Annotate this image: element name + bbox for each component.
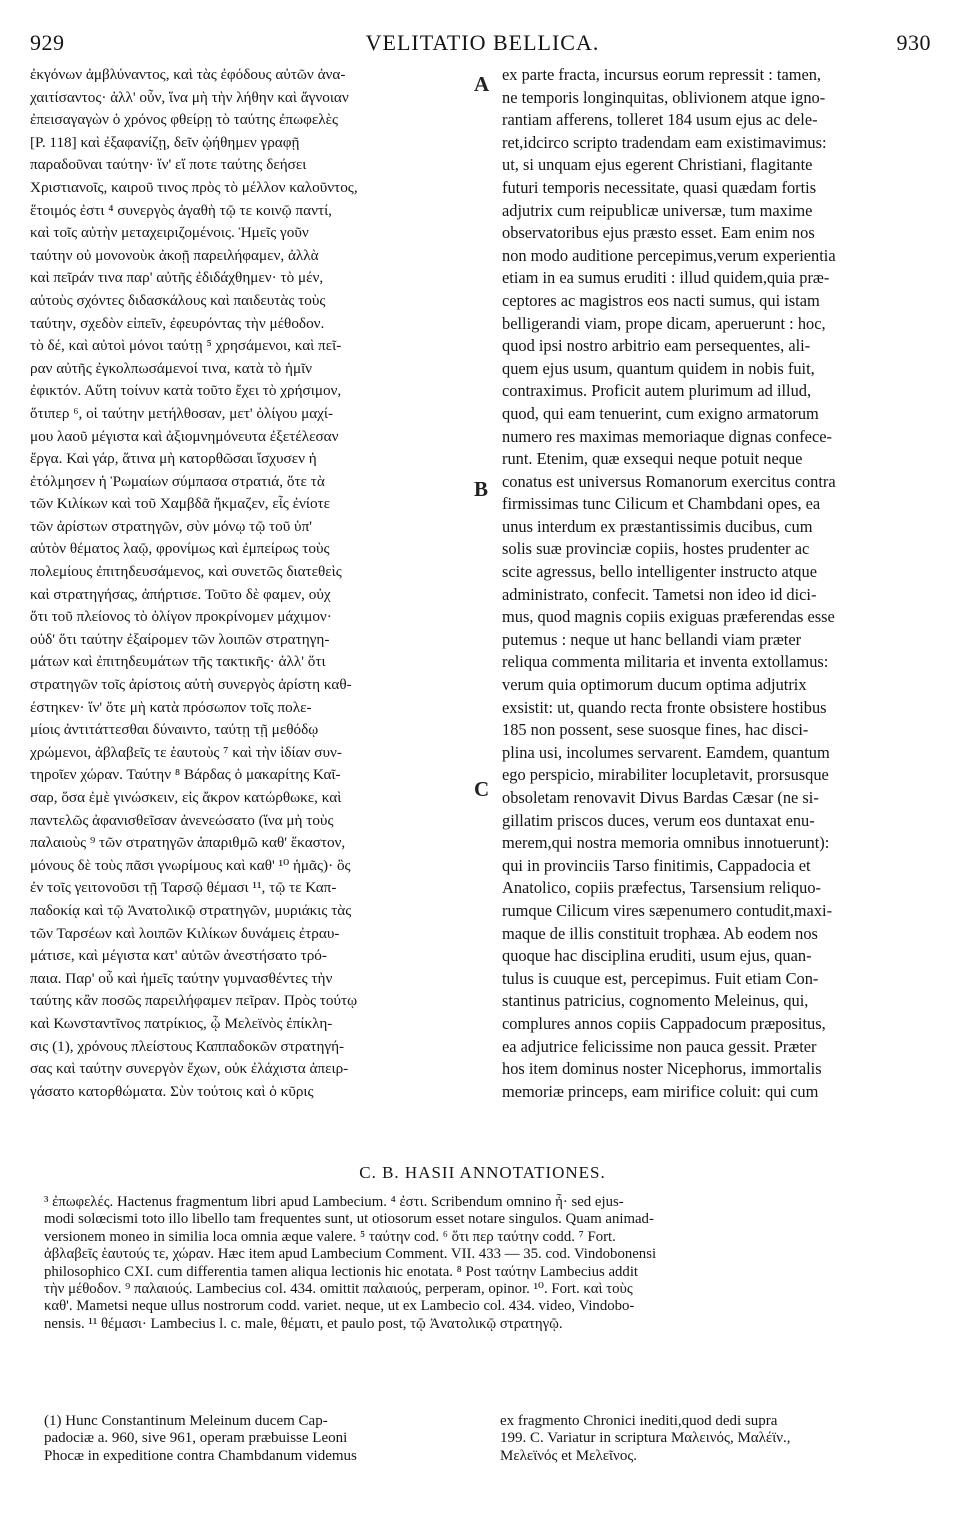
greek-text-line: μάτισε, καὶ μέγιστα κατ' αὐτῶν ἀνεστήσατο τρό- bbox=[30, 947, 327, 965]
latin-text-line: conatus est universus Romanorum exercitus contra bbox=[502, 471, 836, 491]
greek-text-line: παδοκίᾳ καὶ τῷ Ἀνατολικῷ στρατηγῶν, μυριάκις τὰς bbox=[30, 901, 352, 919]
greek-text-line: καὶ Κωνσταντῖνος πατρίκιος, ᾧ Μελεϊνὸς ἐπίκλη- bbox=[30, 1014, 333, 1032]
annotation-line: nensis. ¹¹ θέμασι· Lambecius l. c. male, θέματι, et paulo post, τῷ Ἀνατολικῷ στρατηγῷ. bbox=[44, 1315, 563, 1332]
annotation-line: modi solœcismi toto illo libello tam frequentes sunt, ut otiosorum esset notare singulos. Quam animad- bbox=[44, 1211, 654, 1228]
greek-text-line: ἐπεισαγαγὼν ὁ χρόνος φθείρῃ τὸ ταύτης ἐπωφελὲς bbox=[30, 111, 338, 129]
footnote-line: padociæ a. 960, sive 961, operam præbuisse Leoni bbox=[44, 1430, 348, 1447]
greek-text-line: μου λαοῦ μέγιστα καὶ ἀξιομνημόνευτα ἐξετέλεσαν bbox=[30, 427, 339, 445]
greek-text-line: ἐφικτόν. Αὕτη τοίνυν κατὰ τοῦτο ἔχει τὸ χρήσιμον, bbox=[30, 382, 342, 400]
latin-text-line: verum quia optimorum ducum optima adjutrix bbox=[502, 675, 807, 695]
latin-text-line: belligerandi viam, prope dicam, aperuerunt : hoc, bbox=[502, 313, 826, 333]
greek-text-line: ταύτην οὐ μονονοὺκ ἀκοῇ παρειλήφαμεν, ἀλλὰ bbox=[30, 246, 319, 264]
footnote-line: (1) Hunc Constantinum Meleinum ducem Cap- bbox=[44, 1413, 328, 1429]
greek-text-line: ἕτοιμός ἐστι ⁴ συνεργὸς ἀγαθὴ τῷ τε κοινῷ παντί, bbox=[30, 201, 332, 219]
greek-text-line: σαρ, ὅσα ἐμὲ γινώσκειν, εἰς ἄκρον κατώρθωκε, καὶ bbox=[30, 789, 342, 806]
greek-text-line: στρατηγῶν τοῖς ἀρίστοις αὐτὴ συνεργὸς ἀρίστη καθ- bbox=[30, 676, 352, 694]
greek-text-line: σας καὶ ταύτην συνεργὸν ἔχων, οὐκ ἐλάχιστα ἀπειρ- bbox=[30, 1060, 349, 1078]
footnote-right-column bbox=[500, 1413, 940, 1465]
annotation-line: καθ'. Mametsi neque ullus nostrorum codd. variet. neque, ut ex Lambecio col. 434. video, Vindobo- bbox=[44, 1298, 635, 1315]
greek-text-line: ἐν τοῖς γειτονοῦσι τῇ Ταρσῷ θέμασι ¹¹, τῷ τε Καπ- bbox=[30, 879, 337, 897]
latin-text-line: stantinus patricius, cognomento Meleinus, qui, bbox=[502, 991, 809, 1011]
latin-text-line: reliqua commenta militaria et inventa extollamus: bbox=[502, 652, 829, 672]
latin-text-line: runt. Etenim, quæ exsequi neque potuit neque bbox=[502, 449, 803, 469]
annotation-line: τὴν μέθοδον. ⁹ παλαιούς. Lambecius col. 434. omittit παλαιούς, perperam, opinor. ¹⁰. Fort. καὶ τοὺς bbox=[44, 1280, 633, 1297]
latin-text-line: quod, qui eam tenuerint, cum exigno armatorum bbox=[502, 403, 819, 423]
greek-text-line: καὶ πεῖράν τινα παρ' αὐτῆς ἐδιδάχθημεν· τὸ μέν, bbox=[30, 269, 324, 287]
greek-text-line: ραν αὐτῆς ἐγκολπωσάμενοί τινα, κατὰ τὸ ἡμῖν bbox=[30, 359, 313, 377]
greek-text-line: παια. Παρ' οὗ καὶ ἡμεῖς ταύτην γυμνασθέντες τὴν bbox=[30, 969, 333, 987]
greek-text-line: γάσατο κατορθώματα. Σὺν τούτοις καὶ ὁ κῦρις bbox=[30, 1082, 314, 1100]
latin-text-line: hos item dominus noster Nicephorus, immortalis bbox=[502, 1059, 822, 1079]
greek-text-line: ἐτόλμησεν ἡ Ῥωμαίων σύμπασα στρατιά, ὅτε τὰ bbox=[30, 472, 325, 490]
greek-text-line: ταύτην, σχεδὸν εἰπεῖν, ἐφευρόντας τὴν μέθοδον. bbox=[30, 314, 325, 332]
greek-text-line: παντελῶς ἀφανισθεῖσαν ἀνενεώσατο (ἵνα μὴ τοὺς bbox=[30, 811, 334, 829]
footnote-line: 199. C. Variatur in scriptura Μαλεινός, Μαλέϊν., bbox=[500, 1430, 791, 1447]
footnote-line: ex fragmento Chronici inediti,quod dedi supra bbox=[500, 1413, 778, 1429]
latin-text-line: quoque hac disciplina eruditi, usum ejus, quan- bbox=[502, 946, 812, 966]
latin-text-line: contraximus. Proficit autem plurimum ad illud, bbox=[502, 381, 812, 401]
latin-text-column bbox=[502, 64, 938, 1103]
latin-text-line: 185 non possent, sese suosque fines, hac disci- bbox=[502, 720, 809, 740]
greek-text-line: τηροῖεν χώραν. Ταύτην ⁸ Βάρδας ὁ μακαρίτης Καῖ- bbox=[30, 766, 341, 784]
latin-text-line: observatoribus ejus præsto esset. Eam enim nos bbox=[502, 223, 815, 243]
footnote-left-column bbox=[44, 1413, 476, 1465]
greek-text-line: τὸ δέ, καὶ αὐτοὶ μόνοι ταύτῃ ⁵ χρησάμενοι, καὶ πεῖ- bbox=[30, 337, 342, 355]
greek-text-line: χρώμενοι, ἀβλαβεῖς τε ἑαυτοὺς ⁷ καὶ τὴν ἰδίαν συν- bbox=[30, 743, 342, 761]
greek-text-line: τῶν Ταρσέων καὶ λοιπῶν Κιλίκων δυνάμεις ἐτραυ- bbox=[30, 924, 340, 942]
latin-text-line: rumque Cilicum vires sæpenumero contudit,maxi- bbox=[502, 900, 833, 920]
latin-text-line: tulus is cuuque est, percepimus. Fuit etiam Con- bbox=[502, 968, 819, 988]
latin-text-line: adjutrix cum reipublicæ universæ, tum maxime bbox=[502, 200, 813, 220]
greek-text-line: χαιτίσαντος· ἀλλ' οὖν, ἵνα μὴ τὴν λήθην καὶ ἄγνοιαν bbox=[30, 88, 349, 106]
latin-text-line: firmissimas tunc Cilicum et Chambdani opes, ea bbox=[502, 494, 821, 514]
greek-text-line: ἐκγόνων ἀμβλύναντος, καὶ τὰς ἐφόδους αὐτῶν ἀνα- bbox=[30, 66, 346, 83]
page-number-right: 930 bbox=[896, 30, 931, 55]
greek-text-line: οὐδ' ὅτι ταύτην ἐξαίρομεν τῶν λοιπῶν στρατηγη- bbox=[30, 630, 330, 648]
latin-text-line: putemus : neque ut hanc bellandi viam præter bbox=[502, 629, 802, 649]
section-marker-c: C bbox=[474, 777, 490, 801]
greek-text-line: τῶν ἀρίστων στρατηγῶν, σὺν μόνῳ τῷ τοῦ ὑπ' bbox=[30, 517, 312, 535]
latin-text-line: obsoletam renovavit Divus Bardas Cæsar (ne si- bbox=[502, 788, 819, 807]
greek-text-line: τῶν Κιλίκων καὶ τοῦ Χαμβδᾶ ἤκμαζεν, εἷς ἐνίοτε bbox=[30, 495, 331, 513]
greek-text-line: έστηκεν· ἵν' ὅτε μὴ κατὰ πρόσωπον τοῖς πολε- bbox=[30, 698, 312, 716]
greek-text-line: μόνους δὲ τοὺς πᾶσι γνωρίμους καὶ καθ' ¹⁰ ἡμᾶς)· ὃς bbox=[30, 856, 351, 874]
latin-text-line: complures annos copiis Cappadocum præpositus, bbox=[502, 1013, 826, 1033]
latin-text-line: scite agressus, bello intelligenter instructo atque bbox=[502, 562, 817, 582]
latin-text-line: memoriæ princeps, eam mirifice coluit: qui cum bbox=[502, 1081, 819, 1101]
latin-text-line: rantiam afferens, tolleret 184 usum ejus ac dele- bbox=[502, 110, 818, 130]
latin-text-line: quod ipsi nostro arbitrio eam persequentes, ali- bbox=[502, 336, 811, 356]
latin-text-line: ut, si unquam ejus egerent Christiani, flagitante bbox=[502, 155, 813, 175]
page-number-left: 929 bbox=[30, 30, 65, 55]
latin-text-line: gillatim priscos duces, verum eos duntaxat enu- bbox=[502, 810, 815, 830]
latin-text-line: non modo auditione percepimus,verum experientia bbox=[502, 245, 836, 265]
greek-text-line: πολεμίους ἐπιτηδευσάμενος, καὶ συνετῶς διατεθεὶς bbox=[30, 563, 342, 581]
section-marker-a: A bbox=[474, 72, 490, 96]
latin-text-line: ne temporis longinquitas, oblivionem atque igno- bbox=[502, 87, 826, 107]
latin-text-line: quem ejus usum, quantum quidem in nobis fuit, bbox=[502, 358, 815, 378]
annotations-heading: C. B. HASII ANNOTATIONES. bbox=[359, 1163, 606, 1182]
greek-text-line: μάτων καὶ ἐπιτηδευμάτων τῆς τακτικῆς· ἀλλ' ὅτι bbox=[30, 653, 326, 671]
latin-text-line: solis suæ provinciæ copiis, hostes prudenter ac bbox=[502, 539, 810, 559]
running-title: VELITATIO BELLICA. bbox=[365, 30, 600, 55]
greek-text-line: αὐτὸν θέματος λαῷ, φρονίμως καὶ ἐμπείρως τοὺς bbox=[30, 540, 330, 558]
annotation-line: ³ ἐπωφελές. Hactenus fragmentum libri apud Lambecium. ⁴ ἐστι. Scribendum omnino ἦ· sed ejus- bbox=[44, 1194, 624, 1210]
latin-text-line: mus, quod magnis copiis exiguas præferendas esse bbox=[502, 607, 835, 627]
latin-text-line: ex parte fracta, incursus eorum repressit : tamen, bbox=[502, 65, 822, 84]
greek-text-line: [P. 118] καὶ ἐξαφανίζῃ, δεῖν ᾠήθημεν γραφῇ bbox=[30, 133, 300, 151]
greek-text-line: καὶ στρατηγήσας, ἀπήρτισε. Τοῦτο δὲ φαμεν, οὐχ bbox=[30, 585, 331, 603]
latin-text-line: unus interdum ex præstantissimis ducibus, cum bbox=[502, 516, 813, 536]
latin-text-line: Anatolico, copiis præfectus, Tarsensium reliquo- bbox=[502, 878, 822, 898]
annotation-line: philosophico CXI. cum differentia tamen aliqua lectionis hic enotata. ⁸ Post ταύτην Lambecius addit bbox=[44, 1263, 639, 1280]
annotation-line: ἀβλαβεῖς ἑαυτούς τε, χώραν. Hæc item apud Lambecium Comment. VII. 433 — 35. cod. Vindobonensi bbox=[44, 1246, 657, 1263]
latin-text-line: administrato, confecit. Tametsi non ideo id dici- bbox=[502, 584, 817, 604]
greek-text-line: ὅτιπερ ⁶, οἱ ταύτην μετήλθοσαν, μετ' ὀλίγου μαχί- bbox=[30, 404, 334, 422]
latin-text-line: etiam in ea sumus eruditi : illud quidem,quia præ- bbox=[502, 268, 830, 288]
latin-text-line: numero res maximas memoriaque dignas confece- bbox=[502, 426, 832, 446]
latin-text-line: futuri temporis necessitate, quasi quædam fortis bbox=[502, 177, 817, 197]
greek-text-line: Χριστιανοῖς, καιροῦ τινος πρὸς τὸ μέλλον καλοῦντος, bbox=[30, 178, 358, 196]
greek-text-line: καὶ τοῖς αὐτὴν μεταχειριζομένοις. Ἡμεῖς γοῦν bbox=[30, 224, 309, 242]
greek-text-column bbox=[30, 64, 470, 1103]
greek-text-line: ἔργα. Καὶ γάρ, ἅτινα μὴ κατορθῶσαι ἴσχυσεν ἡ bbox=[30, 450, 317, 468]
footnote-line: Phocæ in expeditione contra Chambdanum videmus bbox=[44, 1447, 357, 1464]
greek-text-line: παλαιοὺς ⁹ τῶν στρατηγῶν ἀπαριθμῶ καθ' ἕκαστον, bbox=[30, 834, 346, 852]
section-marker-b: B bbox=[474, 477, 489, 501]
latin-text-line: maque de illis constituit trophæa. Ab eodem nos bbox=[502, 923, 818, 943]
latin-text-line: plina usi, incolumes servarent. Eamdem, quantum bbox=[502, 742, 830, 762]
latin-text-line: merem,qui nostra memoria omnibus innotuerunt): bbox=[502, 833, 830, 853]
latin-text-line: exsistit: ut, quando recta fronte obsistere hostibus bbox=[502, 697, 827, 717]
footnote-line: Μελεϊνός et Μελεῖνος. bbox=[500, 1447, 638, 1464]
greek-text-line: σις (1), χρόνους πλείστους Καππαδοκῶν στρατηγή- bbox=[30, 1037, 345, 1055]
greek-text-line: ὅτι τοῦ πλείονος τὸ ὀλίγον προκρίνομεν μάχιμον· bbox=[30, 608, 332, 626]
latin-text-line: ceptores ac magistros eos nacti sumus, qui istam bbox=[502, 290, 820, 310]
greek-text-line: παραδοῦναι ταύτην· ἵν' εἴ ποτε ταύτης δεήσει bbox=[30, 156, 307, 174]
latin-text-line: ret,idcirco scripto tradendam eam existimavimus: bbox=[502, 132, 827, 152]
greek-text-line: ταύτης κἂν ποσῶς παρειλήφαμεν πεῖραν. Πρὸς τούτῳ bbox=[30, 992, 358, 1010]
greek-text-line: αὐτοὺς σχόντες διδασκάλους καὶ παιδευτὰς τοὺς bbox=[30, 291, 326, 309]
latin-text-line: ea adjutrice felicissime non pauca gessit. Præter bbox=[502, 1036, 817, 1056]
greek-text-line: μίοις ἀντιτάττεσθαι δύναιντο, ταύτῃ τῇ μεθόδῳ bbox=[30, 721, 319, 739]
latin-text-line: qui in provinciis Tarso finitimis, Cappadocia et bbox=[502, 855, 811, 875]
annotations-block bbox=[44, 1194, 939, 1333]
latin-text-line: ego perspicio, mirabiliter locupletavit, prorsusque bbox=[502, 765, 829, 785]
annotation-line: versionem moneo in similia loca omnia æque valere. ⁵ ταύτην cod. ⁶ ὅτι περ ταύτην codd. ⁷ Fort. bbox=[44, 1228, 616, 1245]
